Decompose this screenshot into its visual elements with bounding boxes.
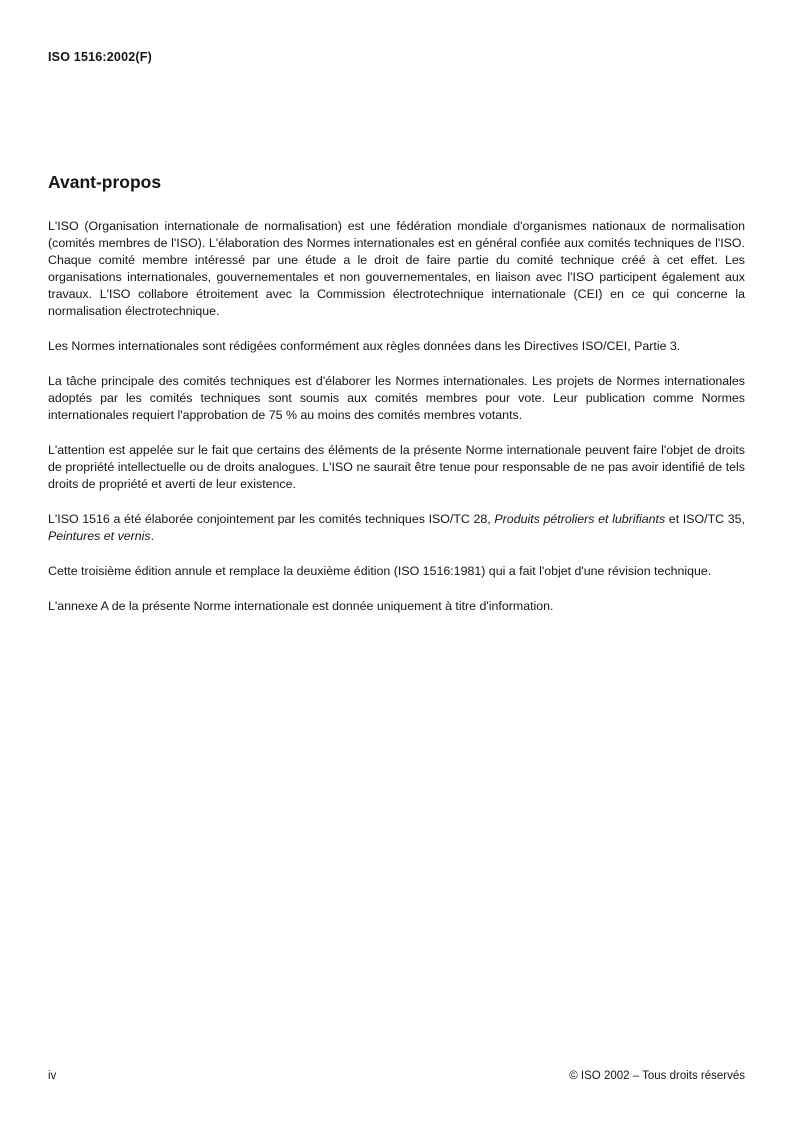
text-run: Cette troisième édition annule et remplace la deuxième édition (ISO 1516:1981) qui a fait l'objet d'une révision technique. bbox=[48, 564, 712, 578]
section-title: Avant-propos bbox=[48, 172, 162, 192]
text-run: L'attention est appelée sur le fait que certains des éléments de la présente Norme internationale peuvent faire l'objet de droits de propriété intellectuelle ou de droits analogues. L'ISO ne saurait être tenue pour responsable de ne pas avoir identifié de tels droits de propriété et averti de leur existence. bbox=[48, 443, 745, 491]
paragraph bbox=[48, 563, 745, 580]
copyright-notice: © ISO 2002 – Tous droits réservés bbox=[569, 1070, 745, 1082]
paragraph bbox=[48, 218, 745, 320]
page-footer bbox=[48, 1070, 745, 1082]
italic-text-run: Produits pétroliers et lubrifiants bbox=[494, 512, 666, 526]
paragraph bbox=[48, 511, 745, 545]
text-run: L'annexe A de la présente Norme internationale est donnée uniquement à titre d'information. bbox=[48, 599, 554, 613]
paragraph bbox=[48, 598, 745, 615]
text-run: . bbox=[150, 529, 155, 543]
text-run: L'ISO 1516 a été élaborée conjointement par les comités techniques ISO/TC 28, bbox=[48, 512, 495, 526]
italic-text-run: Peintures et vernis bbox=[48, 529, 151, 543]
text-run: La tâche principale des comités techniques est d'élaborer les Normes internationales. Les projets de Normes internationales adoptés par les comités techniques sont soumis aux comités membres pour vote. Leur publication comme Normes internationales requiert l'approbation de 75 % au moins des comités membres votants. bbox=[48, 374, 745, 422]
paragraph bbox=[48, 442, 745, 493]
page-number: iv bbox=[48, 1070, 57, 1082]
text-run: L'ISO (Organisation internationale de normalisation) est une fédération mondiale d'organismes nationaux de normalisation (comités membres de l'ISO). L'élaboration des Normes internationales est en général confiée aux comités techniques de l'ISO. Chaque comité membre intéressé par une étude a le droit de faire partie du comité technique créé à cet effet. Les organisations internationales, gouvernementales et non gouvernementales, en liaison avec l'ISO participent également aux travaux. L'ISO collabore étroitement avec la Commission électrotechnique internationale (CEI) en ce qui concerne la normalisation électrotechnique. bbox=[48, 219, 745, 318]
paragraph bbox=[48, 338, 745, 355]
document-reference: ISO 1516:2002(F) bbox=[48, 50, 152, 64]
text-run: et ISO/TC 35, bbox=[665, 512, 745, 526]
page-header bbox=[48, 50, 745, 64]
document-body bbox=[48, 172, 745, 633]
text-run: Les Normes internationales sont rédigées conformément aux règles données dans les Directives ISO/CEI, Partie 3. bbox=[48, 339, 681, 353]
paragraphs-container bbox=[48, 218, 745, 615]
paragraph bbox=[48, 373, 745, 424]
